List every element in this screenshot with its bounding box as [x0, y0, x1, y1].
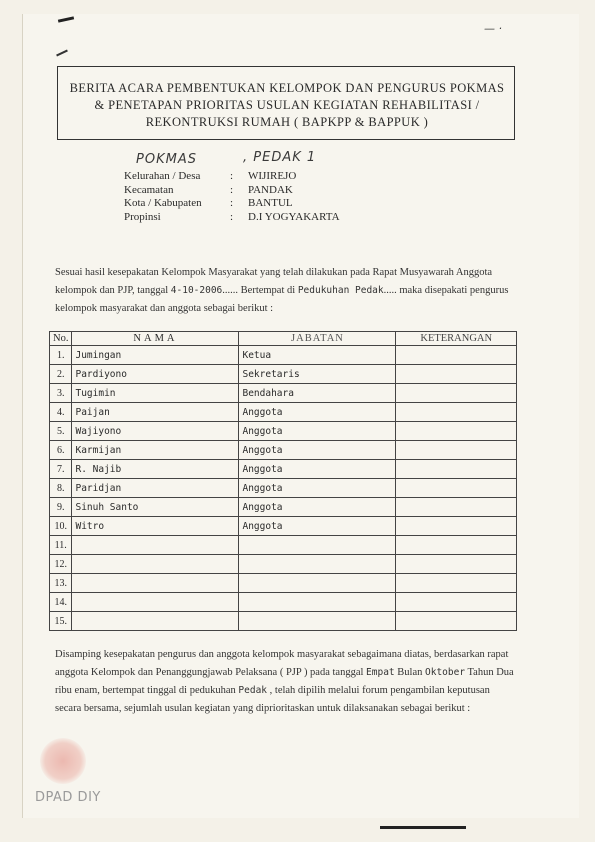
member-note [396, 384, 517, 403]
paragraph-text: , telah dipilih melalui forum pengambilan keputusan secara bersama, sejumlah usulan kegiatan yang diprioritaskan untuk dilaksanakan sebagai berikut : [55, 685, 490, 714]
row-no: 7. [50, 460, 72, 479]
colon: : [230, 210, 234, 223]
document-title [62, 80, 512, 131]
member-name: Paijan [72, 403, 239, 422]
member-name [72, 593, 239, 612]
table-row [50, 536, 517, 555]
member-note [396, 365, 517, 384]
member-role: Anggota [239, 422, 396, 441]
member-name [72, 574, 239, 593]
member-note [396, 498, 517, 517]
table-row [50, 612, 517, 631]
table-row [50, 384, 517, 403]
member-note [396, 460, 517, 479]
colon: : [230, 183, 234, 196]
title-line: & PENETAPAN PRIORITAS USULAN KEGIATAN REHABILITASI / [94, 98, 480, 112]
header-no: No. [50, 332, 72, 346]
member-role: Anggota [239, 403, 396, 422]
member-role [239, 574, 396, 593]
paragraph-text: Sesuai hasil kesepakatan Kelompok Masyarakat yang telah dilakukan pada Rapat Musyawarah Anggota kelompok dan PJP, tanggal [55, 267, 493, 296]
row-no: 4. [50, 403, 72, 422]
member-name [72, 536, 239, 555]
paragraph-text: Tahun Dua ribu enam, bertempat tinggal di pedukuhan [55, 667, 514, 696]
paragraph-text: Disamping kesepakatan pengurus dan anggota kelompok masyarakat sebagaimana diatas, berdasarkan rapat anggota Kelompok dan Penanggungjawab Pelaksana ( PJP ) pada tanggal [55, 649, 509, 678]
location-value: PANDAK [248, 183, 293, 196]
member-table [49, 331, 517, 631]
header-nama: NAMA [72, 332, 239, 346]
member-name: Karmijan [72, 441, 239, 460]
member-name [72, 612, 239, 631]
meeting-month: Oktober [425, 667, 466, 678]
colon: : [230, 197, 234, 209]
table-row [50, 346, 517, 365]
table-row [50, 441, 517, 460]
location-label: Propinsi [124, 210, 161, 223]
location-value: WIJIREJO [248, 170, 297, 182]
table-row [50, 460, 517, 479]
member-name: Tugimin [72, 384, 239, 403]
table-row [50, 365, 517, 384]
member-note [396, 536, 517, 555]
location-label: Kelurahan / Desa [124, 170, 201, 182]
row-no: 15. [50, 612, 72, 631]
meeting-day: Empat [366, 667, 395, 678]
colon: : [230, 170, 234, 182]
location-info [124, 170, 340, 224]
title-line: REKONTRUKSI RUMAH ( BAPKPP & BAPPUK ) [145, 115, 429, 129]
table-row [50, 479, 517, 498]
member-role [239, 555, 396, 574]
pokmas-label: POKMAS [136, 152, 197, 167]
table-row [50, 555, 517, 574]
member-note [396, 346, 517, 365]
location-label: Kecamatan [124, 183, 174, 196]
location-row [124, 170, 340, 184]
member-note [396, 593, 517, 612]
member-note [396, 517, 517, 536]
pokmas-name: , PEDAK 1 [243, 150, 317, 165]
member-note [396, 441, 517, 460]
header-jabatan: JABATAN [239, 332, 396, 346]
member-role: Anggota [239, 460, 396, 479]
location-row [124, 211, 340, 225]
watermark: DPAD DIY [35, 790, 101, 805]
row-no: 13. [50, 574, 72, 593]
table-row [50, 593, 517, 612]
agreement-paragraph [55, 264, 515, 318]
member-note [396, 479, 517, 498]
member-role: Anggota [239, 441, 396, 460]
row-no: 2. [50, 365, 72, 384]
member-role [239, 612, 396, 631]
member-note [396, 422, 517, 441]
table-header-row [50, 332, 517, 346]
row-no: 11. [50, 536, 72, 555]
table-row [50, 422, 517, 441]
table-row [50, 517, 517, 536]
member-name: Paridjan [72, 479, 239, 498]
member-role: Anggota [239, 517, 396, 536]
member-role: Sekretaris [239, 365, 396, 384]
member-note [396, 612, 517, 631]
member-name: Pardiyono [72, 365, 239, 384]
member-role: Anggota [239, 498, 396, 517]
location-row [124, 197, 340, 211]
member-note [396, 555, 517, 574]
member-role [239, 536, 396, 555]
member-name: R. Najib [72, 460, 239, 479]
row-no: 12. [50, 555, 72, 574]
priority-paragraph [55, 646, 515, 718]
member-name [72, 555, 239, 574]
handwritten-mark: — · [484, 22, 502, 35]
row-no: 10. [50, 517, 72, 536]
paragraph-text: ..... maka disepakati pengurus kelompok masyarakat dan anggota sebagai berikut : [55, 285, 509, 314]
location-value: D.I YOGYAKARTA [248, 210, 340, 223]
member-role: Bendahara [239, 384, 396, 403]
title-line: BERITA ACARA PEMBENTUKAN KELOMPOK DAN PENGURUS POKMAS [69, 81, 505, 95]
location-row [124, 184, 340, 198]
member-role: Ketua [239, 346, 396, 365]
header-keterangan: KETERANGAN [396, 332, 517, 346]
row-no: 9. [50, 498, 72, 517]
row-no: 6. [50, 441, 72, 460]
paragraph-text: ...... Bertempat di [222, 285, 298, 296]
member-note [396, 574, 517, 593]
member-name: Jumingan [72, 346, 239, 365]
table-row [50, 403, 517, 422]
row-no: 5. [50, 422, 72, 441]
member-name: Wajiyono [72, 422, 239, 441]
member-note [396, 403, 517, 422]
row-no: 1. [50, 346, 72, 365]
row-no: 8. [50, 479, 72, 498]
stamp-mark [40, 738, 86, 784]
member-role: Anggota [239, 479, 396, 498]
row-no: 3. [50, 384, 72, 403]
location-value: BANTUL [248, 197, 293, 209]
member-name: Witro [72, 517, 239, 536]
member-name: Sinuh Santo [72, 498, 239, 517]
member-role [239, 593, 396, 612]
row-no: 14. [50, 593, 72, 612]
meeting-place: Pedukuhan Pedak [297, 285, 384, 296]
dukuh-name: Pedak [238, 685, 268, 696]
table-row [50, 574, 517, 593]
paragraph-text: Bulan [394, 667, 425, 678]
location-label: Kota / Kabupaten [124, 197, 202, 209]
meeting-date: 4-10-2006 [170, 285, 223, 296]
bottom-rule [380, 826, 466, 829]
table-row [50, 498, 517, 517]
